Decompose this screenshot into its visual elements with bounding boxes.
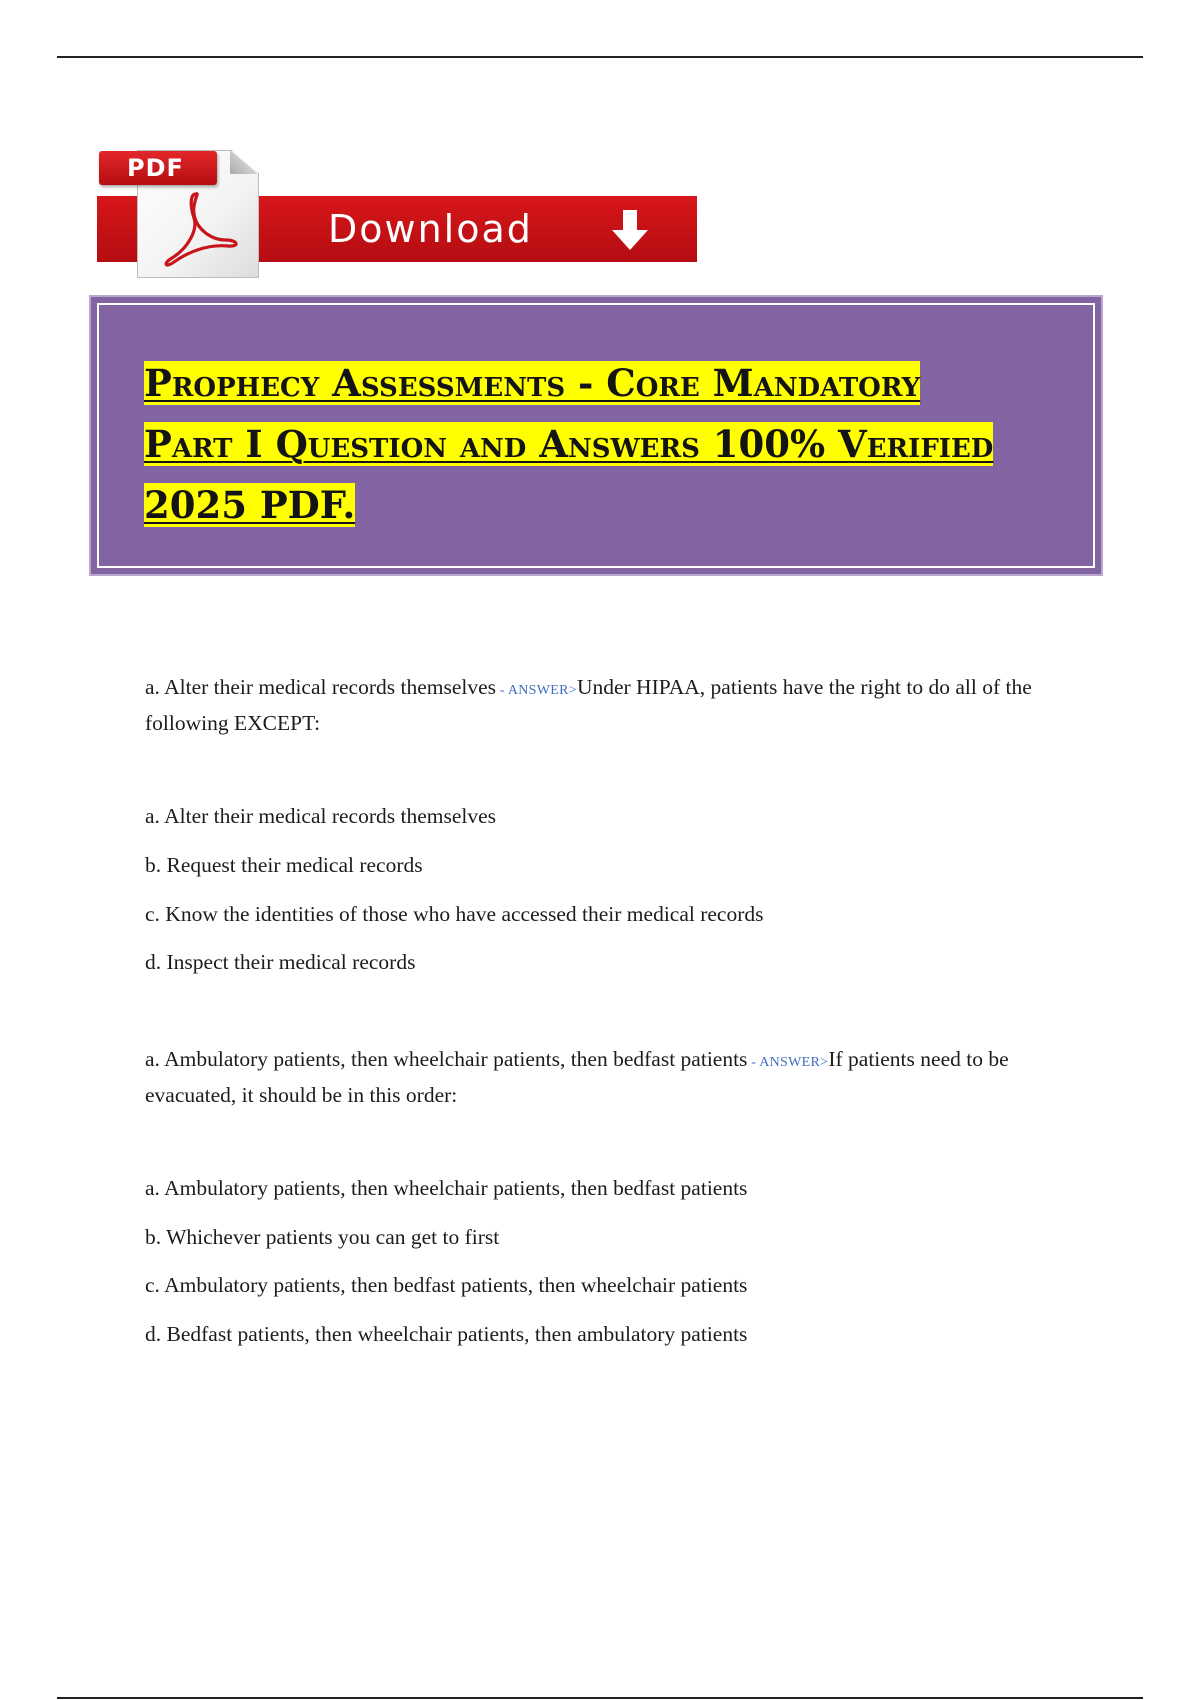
qa-question: If patients need to be evacuated, it should be in this order: (145, 1047, 1009, 1107)
top-rule (57, 56, 1143, 58)
option-item: a. Ambulatory patients, then wheelchair patients, then bedfast patients (145, 1176, 748, 1200)
bottom-rule (57, 1697, 1143, 1699)
download-label[interactable]: Download (328, 207, 533, 251)
option-item: a. Alter their medical records themselves (145, 804, 497, 828)
document-title (144, 353, 1044, 536)
qa-separator: - (747, 1055, 760, 1070)
option-item: b. Whichever patients you can get to first (145, 1225, 500, 1249)
download-arrow-icon[interactable] (608, 208, 652, 252)
option-item: c. Know the identities of those who have accessed their medical records (145, 902, 764, 926)
answer-tag: ANSWER> (507, 683, 577, 698)
option-item: d. Inspect their medical records (145, 950, 416, 974)
qa-item-2 (145, 1043, 1095, 1111)
option-item: c. Ambulatory patients, then bedfast patients, then wheelchair patients (145, 1273, 748, 1297)
pdf-download-banner[interactable] (95, 148, 700, 278)
answer-tag: ANSWER> (759, 1055, 829, 1070)
title-line-2: Part I Question and Answers 100% Verified (144, 422, 994, 466)
option-item: b. Request their medical records (145, 853, 423, 877)
qa-question: Under HIPAA, patients have the right to do all of the following EXCEPT: (145, 675, 1032, 735)
option-item: d. Bedfast patients, then wheelchair patients, then ambulatory patients (145, 1322, 748, 1346)
qa-item-1 (145, 671, 1095, 739)
title-box (89, 295, 1103, 576)
qa-separator: - (496, 683, 508, 698)
acrobat-logo-icon (150, 188, 245, 268)
qa-answer: a. Ambulatory patients, then wheelchair patients, then bedfast patients (145, 1047, 748, 1071)
title-line-1: Prophecy Assessments - Core Mandatory (144, 361, 921, 405)
qa-answer: a. Alter their medical records themselves (145, 675, 497, 699)
pdf-label-tab: PDF (99, 151, 217, 185)
title-line-3: 2025 PDF. (144, 483, 356, 527)
